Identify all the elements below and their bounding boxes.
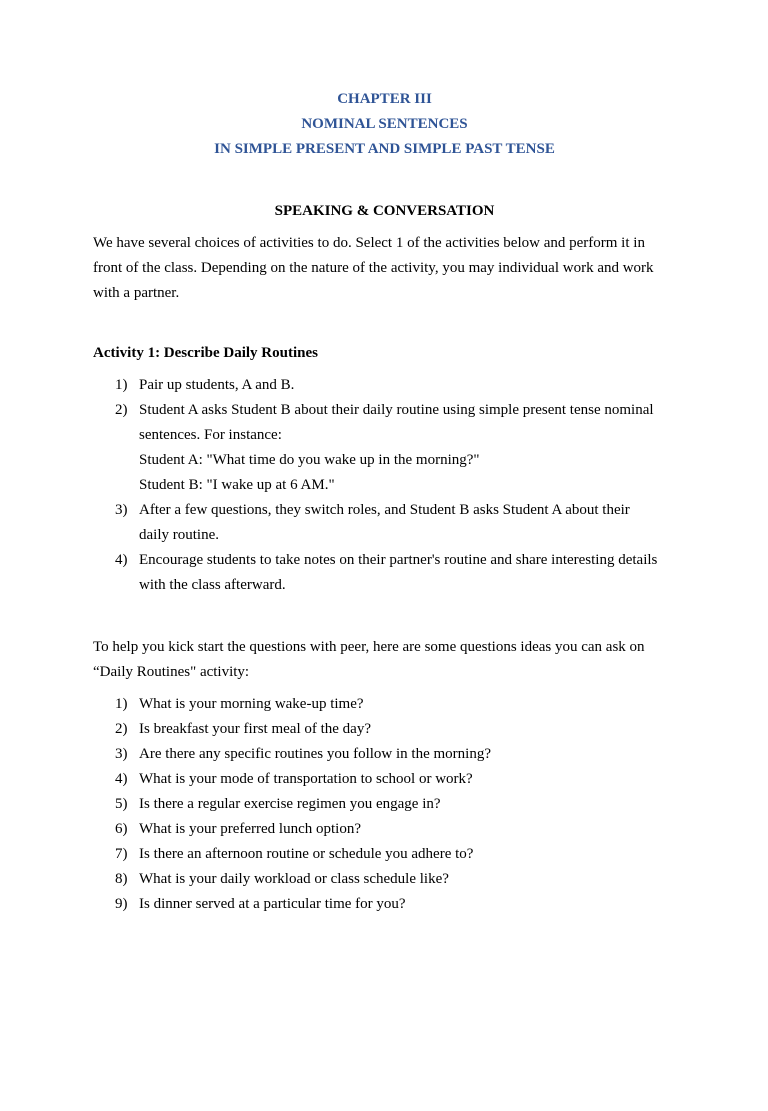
list-number: 9) — [115, 896, 128, 912]
list-text: After a few questions, they switch roles, and Student B asks Student A about their — [139, 502, 630, 518]
list-item — [115, 817, 676, 842]
intro-line: We have several choices of activities to do. Select 1 of the activities below and perform it in — [93, 235, 645, 251]
list-number: 5) — [115, 796, 128, 812]
list-item — [115, 842, 676, 867]
list-text: Student A asks Student B about their daily routine using simple present tense nominal — [139, 402, 654, 418]
question-text: What is your mode of transportation to school or work? — [139, 771, 473, 787]
list-item — [115, 692, 676, 717]
list-item — [115, 792, 676, 817]
questions-list — [93, 692, 676, 917]
list-number: 4) — [115, 552, 128, 568]
list-number: 7) — [115, 846, 128, 862]
list-item — [115, 767, 676, 792]
list-number: 2) — [115, 402, 128, 418]
questions-intro-line: To help you kick start the questions with peer, here are some questions ideas you can ask on — [93, 639, 645, 655]
intro-line: with a partner. — [93, 285, 180, 301]
list-item — [115, 892, 676, 917]
list-text: daily routine. — [139, 527, 219, 543]
example-dialogue-line: Student A: "What time do you wake up in the morning?" — [139, 452, 480, 468]
question-text: Is breakfast your first meal of the day? — [139, 721, 371, 737]
list-item — [115, 498, 676, 548]
questions-intro-line: “Daily Routines" activity: — [93, 664, 250, 680]
list-item — [115, 742, 676, 767]
intro-paragraph — [93, 231, 676, 306]
list-number: 1) — [115, 696, 128, 712]
section-title: SPEAKING & CONVERSATION — [274, 203, 495, 219]
list-number: 4) — [115, 771, 128, 787]
question-text: Is dinner served at a particular time for you? — [139, 896, 406, 912]
list-item — [115, 373, 676, 398]
list-number: 3) — [115, 746, 128, 762]
activity-title: Activity 1: Describe Daily Routines — [93, 345, 318, 361]
list-text: with the class afterward. — [139, 577, 286, 593]
chapter-title: NOMINAL SENTENCES — [301, 116, 468, 132]
intro-line: front of the class. Depending on the nature of the activity, you may individual work and work — [93, 260, 654, 276]
list-number: 3) — [115, 502, 128, 518]
question-text: Is there an afternoon routine or schedule you adhere to? — [139, 846, 474, 862]
activity-steps-list — [93, 373, 676, 598]
list-item — [115, 867, 676, 892]
example-dialogue-line: Student B: "I wake up at 6 AM." — [139, 477, 335, 493]
question-text: Is there a regular exercise regimen you engage in? — [139, 796, 441, 812]
list-text: sentences. For instance: — [139, 427, 282, 443]
list-item — [115, 548, 676, 598]
list-number: 2) — [115, 721, 128, 737]
document-page — [0, 87, 768, 1111]
question-text: Are there any specific routines you follow in the morning? — [139, 746, 491, 762]
list-item — [115, 398, 676, 498]
question-text: What is your daily workload or class schedule like? — [139, 871, 449, 887]
question-text: What is your morning wake-up time? — [139, 696, 364, 712]
chapter-heading — [93, 87, 676, 162]
list-text: Pair up students, A and B. — [139, 377, 295, 393]
list-text: Encourage students to take notes on their partner's routine and share interesting details — [139, 552, 658, 568]
list-number: 8) — [115, 871, 128, 887]
list-number: 6) — [115, 821, 128, 837]
chapter-subtitle: IN SIMPLE PRESENT AND SIMPLE PAST TENSE — [214, 141, 555, 157]
chapter-number: CHAPTER III — [337, 91, 432, 107]
list-item — [115, 717, 676, 742]
questions-intro-paragraph — [93, 635, 676, 685]
list-number: 1) — [115, 377, 128, 393]
question-text: What is your preferred lunch option? — [139, 821, 362, 837]
